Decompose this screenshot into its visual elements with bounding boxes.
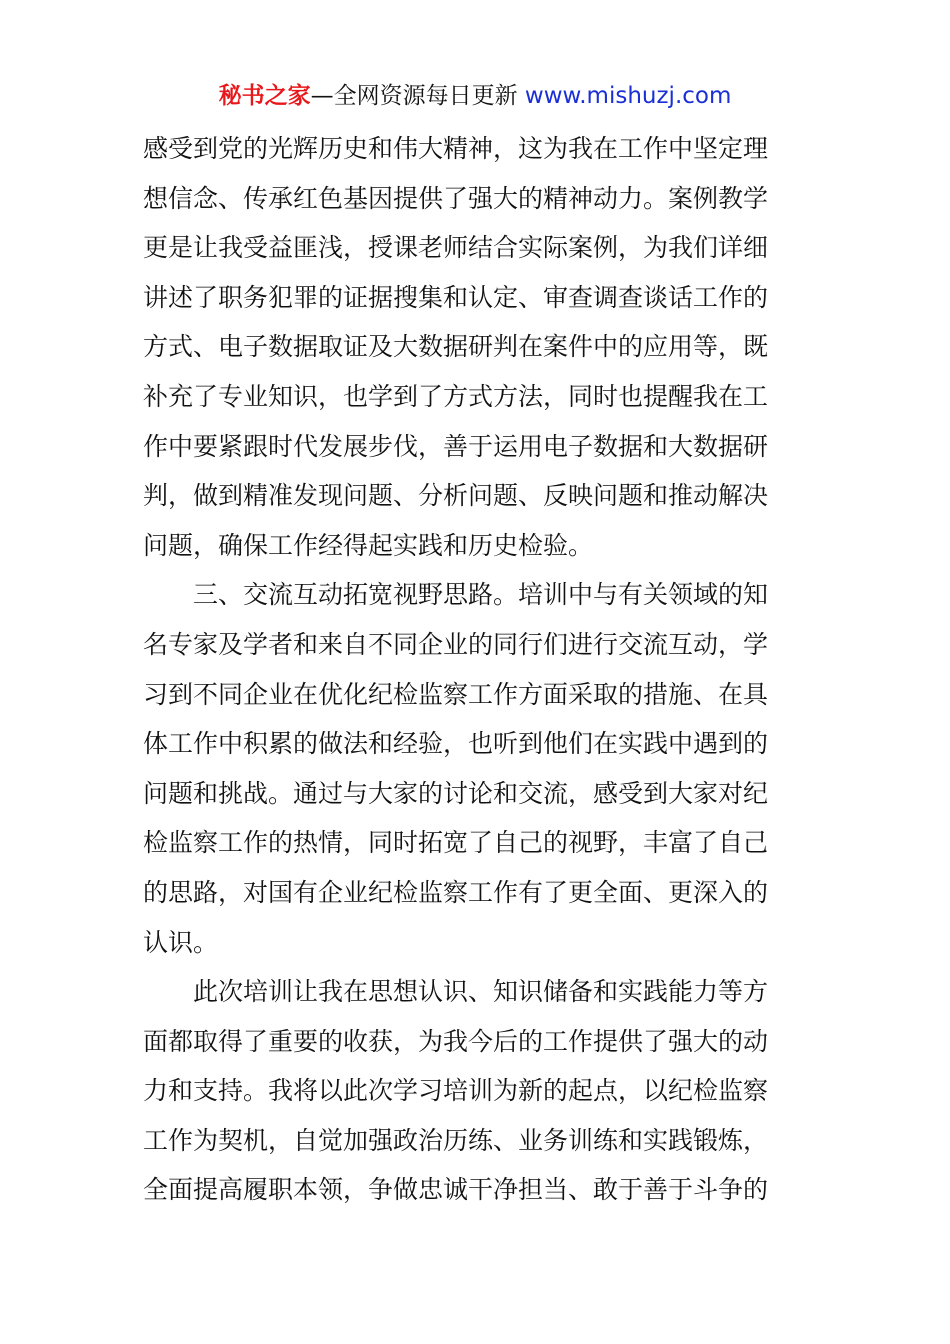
text-line: 名专家及学者和来自不同企业的同行们进行交流互动，学 [143, 629, 769, 659]
paragraph-2 [143, 570, 808, 967]
text-line: 作中要紧跟时代发展步伐，善于运用电子数据和大数据研 [143, 431, 769, 461]
text-line: 问题，确保工作经得起实践和历史检验。 [143, 530, 594, 560]
text-line: 面都取得了重要的收获，为我今后的工作提供了强大的动 [143, 1026, 769, 1056]
text-line: 更是让我受益匪浅，授课老师结合实际案例，为我们详细 [143, 233, 769, 263]
text-line: 力和支持。我将以此次学习培训为新的起点，以纪检监察 [143, 1076, 769, 1106]
text-line: 方式、电子数据取证及大数据研判在案件中的应用等，既 [143, 332, 769, 362]
paragraph-1 [143, 124, 808, 570]
text-line: 感受到党的光辉历史和伟大精神，这为我在工作中坚定理 [143, 134, 769, 163]
text-line: 习到不同企业在优化纪检监察工作方面采取的措施、在具 [143, 679, 769, 709]
text-line: 工作为契机，自觉加强政治历练、业务训练和实践锻炼， [143, 1125, 769, 1155]
site-brand: 秘书之家 [218, 83, 311, 109]
text-line: 认识。 [143, 927, 219, 957]
site-tagline: —全网资源每日更新 [310, 83, 525, 109]
site-header [0, 80, 950, 112]
text-line: 检监察工作的热情，同时拓宽了自己的视野，丰富了自己 [143, 828, 769, 858]
text-line: 补充了专业知识，也学到了方式方法，同时也提醒我在工 [143, 381, 769, 411]
text-line: 的思路，对国有企业纪检监察工作有了更全面、更深入的 [143, 877, 769, 907]
text-line: 全面提高履职本领，争做忠诚干净担当、敢于善于斗争的 [143, 1175, 769, 1205]
document-body [143, 124, 808, 1215]
site-url-link[interactable]: www.mishuzj.com [524, 83, 732, 109]
text-line: 体工作中积累的做法和经验，也听到他们在实践中遇到的 [143, 729, 769, 759]
paragraph-3 [143, 967, 808, 1215]
text-line: 此次培训让我在思想认识、知识储备和实践能力等方 [193, 977, 769, 1007]
text-line: 问题和挑战。通过与大家的讨论和交流，感受到大家对纪 [143, 778, 769, 808]
text-line: 三、交流互动拓宽视野思路。培训中与有关领域的知 [193, 580, 769, 610]
text-line: 想信念、传承红色基因提供了强大的精神动力。案例教学 [143, 183, 769, 213]
text-line: 讲述了职务犯罪的证据搜集和认定、审查调查谈话工作的 [143, 282, 769, 312]
text-line: 判，做到精准发现问题、分析问题、反映问题和推动解决 [143, 481, 769, 511]
